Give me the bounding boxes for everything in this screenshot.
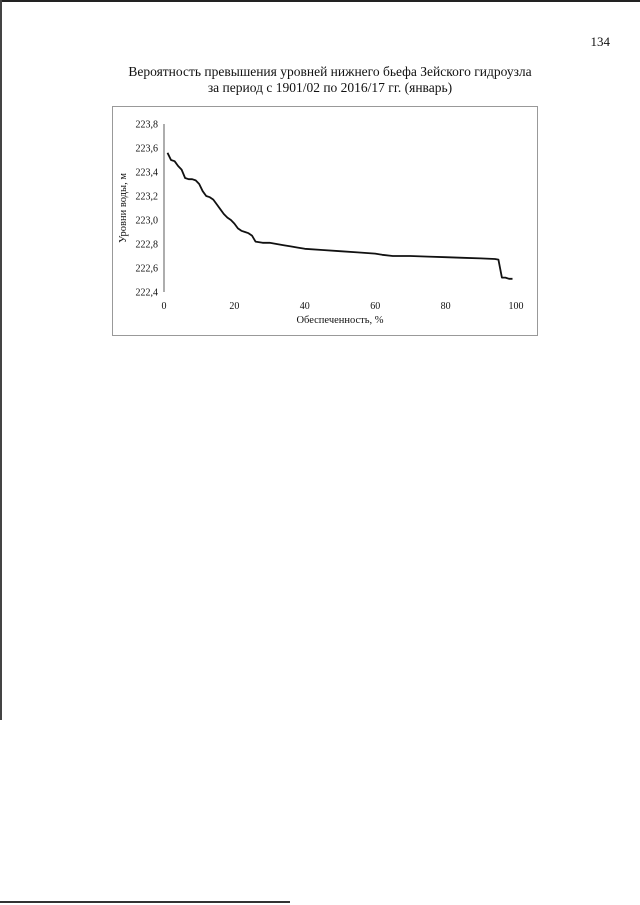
- y-axis-title: Уровни воды, м: [118, 173, 129, 243]
- x-tick-label: 0: [161, 301, 167, 312]
- y-tick-label: 223,2: [135, 191, 158, 203]
- y-axis: [136, 120, 165, 299]
- y-tick-label: 222,8: [135, 239, 158, 251]
- y-tick-label: 223,0: [135, 215, 158, 227]
- y-tick-label: 223,6: [135, 143, 158, 155]
- x-axis: [162, 301, 524, 312]
- series-line-1: [168, 153, 513, 279]
- y-tick-label: 222,6: [135, 263, 158, 275]
- page-number: 134: [590, 34, 610, 49]
- y-tick-label: 223,8: [135, 119, 158, 131]
- y-tick-label: 223,4: [135, 167, 158, 179]
- x-tick-label: 80: [440, 301, 451, 312]
- chart-plot: [112, 106, 538, 336]
- chart-title: [110, 64, 550, 96]
- x-axis-title: Обеспеченность, %: [296, 315, 384, 326]
- chart-title-line-1: Вероятность превышения уровней нижнего бьефа Зейского гидроузла: [128, 64, 532, 79]
- y-tick-label: 222,4: [135, 287, 158, 299]
- x-tick-label: 60: [370, 301, 381, 312]
- x-tick-label: 100: [508, 301, 524, 312]
- page-left-edge: [0, 0, 2, 720]
- page-bottom-edge: [0, 901, 290, 903]
- x-tick-label: 20: [229, 301, 240, 312]
- x-tick-label: 40: [299, 301, 310, 312]
- series-group: [168, 153, 513, 279]
- chart-title-line-2: за период с 1901/02 по 2016/17 гг. (январь): [207, 80, 453, 95]
- page-top-edge: [0, 0, 640, 2]
